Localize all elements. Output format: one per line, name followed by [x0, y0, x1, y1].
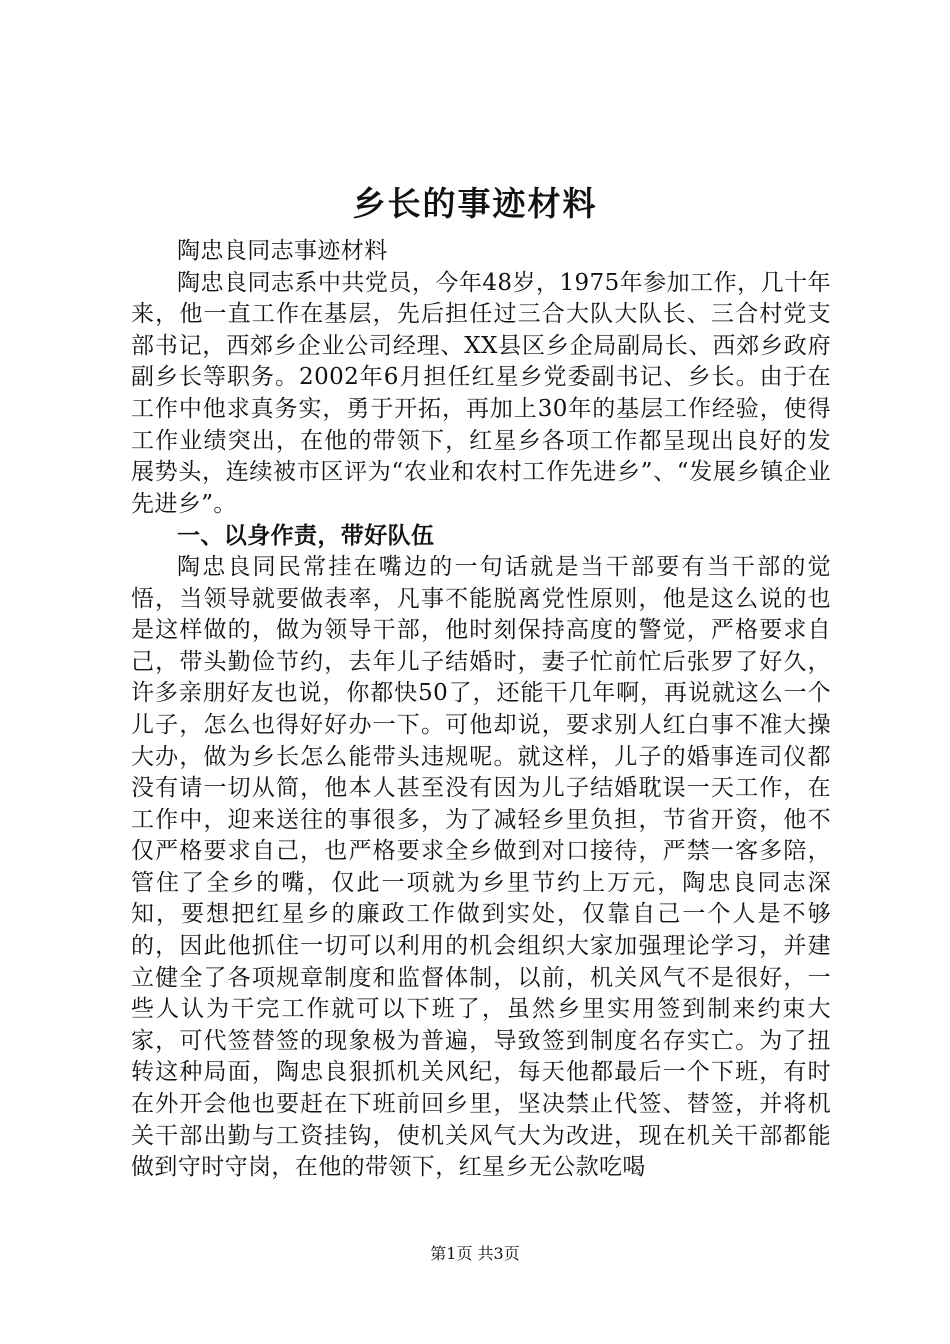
paragraph-subtitle: 陶忠良同志事迹材料: [177, 238, 388, 264]
paragraph-section-one: 陶忠良同民常挂在嘴边的一句话就是当干部要有当干部的觉悟，当领导就要做表率，凡事不能脱离党性原则，他是这么说的也是这样做的，做为领导干部，他时刻保持高度的警觉，严格要求自己，带头勤俭节约，去年儿子结婚时，妻子忙前忙后张罗了好久，许多亲朋好友也说，你都快50了，还能干几年啊，再说就这么一个儿子，怎么也得好好办一下。可他却说，要求别人红白事不准大操大办，做为乡长怎么能带头违规呢。就这样，儿子的婚事连司仪都没有请一切从简，他本人甚至没有因为儿子结婚耽误一天工作，在工作中，迎来送往的事很多，为了减轻乡里负担，节省开资，他不仅严格要求自己，也严格要求全乡做到对口接待，严禁一客多陪，管住了全乡的嘴，仅此一项就为乡里节约上万元，陶忠良同志深知，要想把红星乡的廉政工作做到实处，仅靠自己一个人是不够的，因此他抓住一切可以利用的机会组织大家加强理论学习，并建立健全了各项规章制度和监督体制，以前，机关风气不是很好，一些人认为干完工作就可以下班了，虽然乡里实用签到制来约束大家，可代签替签的现象极为普遍，导致签到制度名存实亡。为了扭转这种局面，陶忠良狠抓机关风纪，每天他都最后一个下班，有时在外开会他也要赶在下班前回乡里，坚决禁止代签、替签，并将机关干部出勤与工资挂钩，使机关风气大为改进，现在机关干部都能做到守时守岗，在他的带领下，红星乡无公款吃喝: [131, 553, 831, 1181]
paragraph-intro: 陶忠良同志系中共党员，今年48岁，1975年参加工作，几十年来，他一直工作在基层，先后担任过三合大队大队长、三合村党支部书记，西郊乡企业公司经理、XX县区乡企局副局长、西郊乡政府副乡长等职务。2002年6月担任红星乡党委副书记、乡长。由于在工作中他求真务实，勇于开拓，再加上30年的基层工作经验，使得工作业绩突出，在他的带领下，红星乡各项工作都呈现出良好的发展势头，连续被市区评为“农业和农村工作先进乡”、“发展乡镇企业先进乡”。: [131, 269, 831, 517]
document-title: 乡长的事迹材料: [352, 184, 598, 223]
page-footer: 第1页 共3页: [430, 1244, 520, 1263]
section-heading: 一、以身作责，带好队伍: [177, 522, 435, 550]
document-body: [131, 236, 831, 1184]
